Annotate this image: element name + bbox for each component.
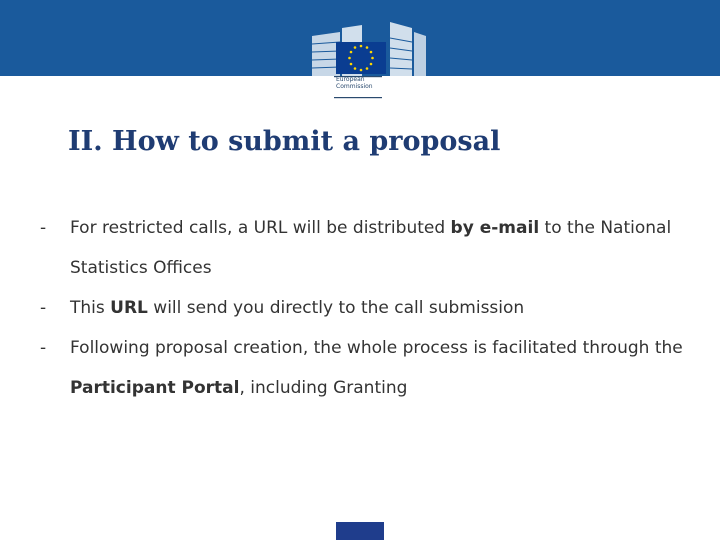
bullet-text: to the National Statistics Offices	[70, 218, 672, 278]
bullet-bold-text: by e-mail	[450, 218, 540, 238]
bullet-dash: -	[40, 218, 47, 238]
bullet-item-1	[40, 208, 700, 288]
logo-text	[336, 76, 373, 90]
bullet-item-2	[40, 288, 700, 328]
bullet-bold-text: URL	[110, 298, 148, 318]
bullet-text: For restricted calls, a URL will be distributed	[70, 218, 451, 238]
bullet-bold-text: Participant Portal	[70, 378, 240, 398]
bullet-dash: -	[40, 298, 47, 318]
bullet-dash: -	[40, 338, 47, 358]
logo-text-line2: Commission	[336, 83, 373, 90]
bullet-list	[40, 208, 700, 408]
footer-block	[336, 522, 384, 540]
slide-title: II. How to submit a proposal	[68, 126, 501, 157]
bullet-text: will send you directly to the call submission	[147, 298, 525, 318]
bullet-text: , including Granting	[239, 378, 408, 398]
bullet-text: This	[70, 298, 111, 318]
bullet-text: Following proposal creation, the whole process is facilitated through the	[70, 338, 683, 358]
bullet-item-3	[40, 328, 700, 408]
logo-text-line1: European	[336, 76, 365, 83]
